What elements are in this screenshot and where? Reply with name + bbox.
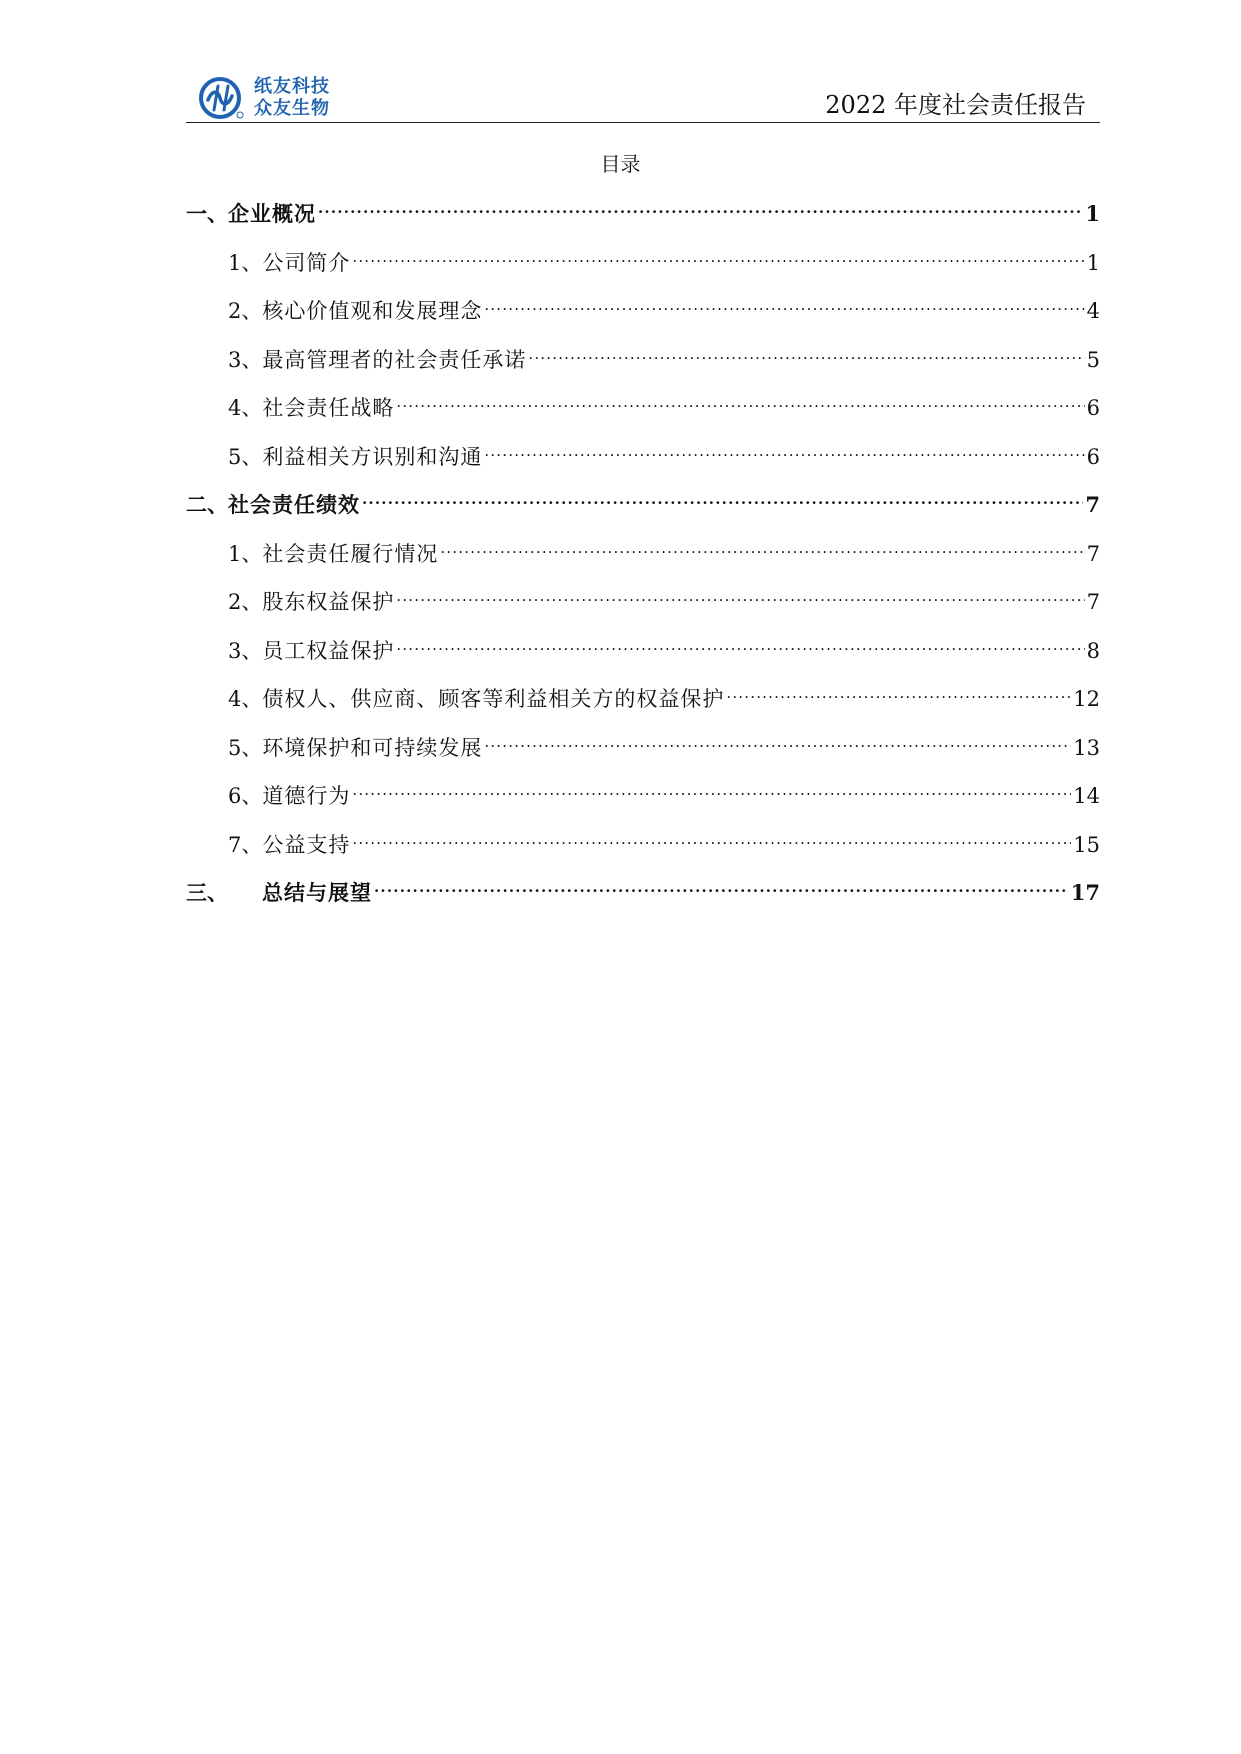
toc-entry-number: 3、 — [228, 638, 263, 663]
toc-entry-label: 企业概况 — [228, 201, 316, 226]
toc-entry-label: 利益相关方识别和沟通 — [262, 444, 483, 469]
logo-line-2: 众友生物 — [254, 98, 330, 119]
toc-entry-label: 最高管理者的社会责任承诺 — [262, 347, 527, 372]
toc-page-number: 1 — [1086, 250, 1100, 275]
toc-entry-label: 核心价值观和发展理念 — [262, 299, 483, 323]
toc-page-number: 15 — [1073, 832, 1100, 857]
toc-entry-number: 二、 — [186, 492, 228, 517]
toc-page-number: 4 — [1086, 299, 1100, 323]
toc-entry-number: 三、 — [186, 880, 228, 905]
toc-entry-number: 一、 — [186, 201, 228, 226]
table-of-contents — [186, 191, 1100, 919]
toc-dot-leader — [352, 822, 1071, 852]
page-header — [186, 66, 1100, 122]
toc-entry-label: 股东权益保护 — [262, 590, 395, 614]
toc-entry-label: 环境保护和可持续发展 — [262, 735, 483, 760]
toc-entry-number: 6、 — [228, 784, 263, 808]
toc-subsection-entry[interactable] — [186, 628, 1100, 677]
header-divider — [186, 122, 1100, 123]
toc-entry-label: 公益支持 — [262, 832, 351, 857]
company-logo — [198, 74, 358, 122]
toc-entry-number: 2、 — [228, 590, 263, 614]
toc-page-number: 7 — [1085, 492, 1100, 517]
toc-dot-leader — [396, 628, 1084, 658]
toc-entry-number: 4、 — [228, 396, 263, 420]
toc-page-number: 1 — [1085, 201, 1100, 226]
toc-entry-label: 社会责任履行情况 — [262, 541, 439, 566]
toc-page-number: 13 — [1073, 735, 1100, 760]
toc-entry-label: 债权人、供应商、顾客等利益相关方的权益保护 — [262, 687, 725, 711]
toc-section-entry[interactable] — [186, 191, 1100, 240]
toc-subsection-entry[interactable] — [186, 240, 1100, 289]
logo-text — [254, 76, 330, 120]
toc-subsection-entry[interactable] — [186, 676, 1100, 725]
toc-section-entry[interactable] — [186, 870, 1100, 919]
toc-subsection-entry[interactable] — [186, 385, 1100, 434]
toc-page-number: 6 — [1086, 396, 1100, 420]
toc-entry-number: 3、 — [228, 347, 263, 372]
toc-entry-label: 公司简介 — [262, 250, 351, 275]
toc-entry-number: 4、 — [228, 687, 263, 711]
logo-line-1: 纸友科技 — [254, 76, 330, 97]
toc-page-number: 7 — [1086, 541, 1100, 566]
toc-entry-number: 5、 — [228, 735, 263, 760]
toc-page-number: 17 — [1070, 880, 1100, 905]
toc-subsection-entry[interactable] — [186, 531, 1100, 580]
toc-dot-leader — [484, 288, 1084, 318]
toc-subsection-entry[interactable] — [186, 773, 1100, 822]
toc-entry-label: 社会责任绩效 — [228, 492, 360, 517]
toc-page-number: 12 — [1073, 687, 1100, 711]
company-logo-icon — [198, 74, 246, 122]
toc-page-number: 8 — [1086, 638, 1100, 663]
toc-subsection-entry[interactable] — [186, 822, 1100, 871]
toc-subsection-entry[interactable] — [186, 434, 1100, 483]
toc-entry-label: 社会责任战略 — [262, 396, 395, 420]
toc-entry-number: 1、 — [228, 250, 263, 275]
toc-entry-label: 道德行为 — [262, 784, 351, 808]
toc-subsection-entry[interactable] — [186, 725, 1100, 774]
toc-dot-leader — [484, 725, 1071, 755]
toc-subsection-entry[interactable] — [186, 288, 1100, 337]
toc-page-number: 14 — [1073, 784, 1100, 808]
report-title: 2022 年度社会责任报告 — [825, 91, 1086, 119]
toc-dot-leader — [362, 482, 1083, 512]
toc-entry-label: 员工权益保护 — [262, 638, 395, 663]
toc-dot-leader — [396, 385, 1084, 415]
toc-page-number: 7 — [1086, 590, 1100, 614]
toc-dot-leader — [374, 870, 1069, 900]
toc-subsection-entry[interactable] — [186, 337, 1100, 386]
toc-dot-leader — [318, 191, 1083, 221]
toc-entry-number: 2、 — [228, 299, 263, 323]
toc-section-entry[interactable] — [186, 482, 1100, 531]
toc-dot-leader — [484, 434, 1084, 464]
toc-dot-leader — [726, 676, 1071, 706]
toc-dot-leader — [440, 531, 1084, 561]
toc-dot-leader — [396, 579, 1084, 609]
toc-dot-leader — [352, 773, 1071, 803]
toc-entry-label: 总结与展望 — [262, 880, 372, 905]
toc-heading: 目录 — [600, 152, 641, 176]
toc-page-number: 5 — [1086, 347, 1100, 372]
toc-page-number: 6 — [1086, 444, 1100, 469]
toc-entry-number: 7、 — [228, 832, 263, 857]
toc-entry-number: 1、 — [228, 541, 263, 566]
toc-entry-number: 5、 — [228, 444, 263, 469]
toc-subsection-entry[interactable] — [186, 579, 1100, 628]
toc-dot-leader — [352, 240, 1084, 270]
toc-dot-leader — [528, 337, 1084, 367]
